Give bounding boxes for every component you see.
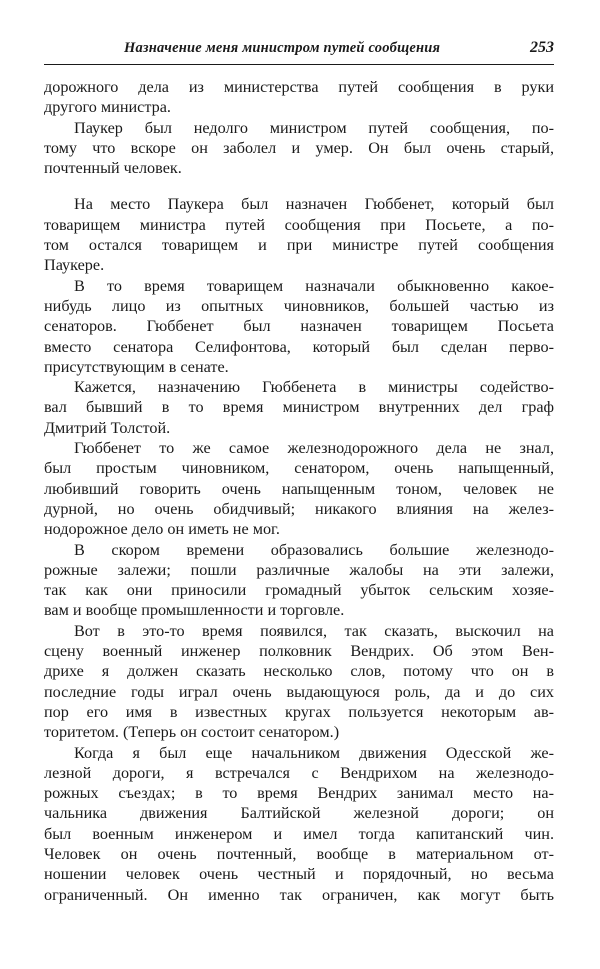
text-line: Паукер был недолго министром путей сообщения, по-: [74, 118, 554, 137]
paragraph: [44, 118, 554, 179]
text-line: сцену военный инженер полковник Вендрих. Об этом Вен-: [44, 642, 554, 661]
text-line: другого министра.: [44, 98, 171, 117]
text-line: Дмитрий Толстой.: [44, 418, 171, 437]
paragraph: [44, 194, 554, 275]
text-line: вам и вообще промышленности и торговле.: [44, 601, 345, 620]
text-line: нибудь лицо из опытных чиновников, большей частью из: [44, 296, 554, 315]
text-line: дрихе я должен сказать несколько слов, потому что он в: [44, 662, 554, 681]
paragraph: [44, 77, 554, 118]
text-line: тому что вскоре он заболел и умер. Он был очень старый,: [44, 138, 554, 157]
text-line: дурной, но очень обидчивый; никакого влияния на желез-: [44, 499, 554, 518]
text-line: Паукере.: [44, 256, 105, 275]
text-line: лезной дороги, я встречался с Вендрихом на железнодо-: [44, 763, 554, 782]
text-line: Когда я был еще начальником движения Одесской же-: [74, 743, 554, 762]
text-line: ношении человек очень честный и порядочный, но весьма: [44, 865, 554, 884]
chapter-title: Назначение меня министром путей сообщения: [124, 40, 441, 56]
text-line: чальника движения Балтийской железной дороги; он: [44, 804, 554, 823]
text-line: В скором времени образовались большие железнодо-: [74, 540, 554, 559]
text-line: любивший говорить очень напыщенным тоном, человек не: [44, 479, 554, 498]
page-number: 253: [530, 39, 554, 56]
text-line: сенаторов. Гюббенет был назначен товарищем Посьета: [44, 317, 554, 336]
text-line: вместо сенатора Селифонтова, который был сделан перво-: [44, 337, 554, 356]
paragraph: [44, 438, 554, 539]
paragraph: [44, 621, 554, 743]
text-line: почтенный человек.: [44, 159, 182, 178]
text-line: торитетом. (Теперь он состоит сенатором.): [44, 723, 340, 742]
text-line: был военным инженером и имел тогда капитанский чин.: [44, 824, 554, 843]
paragraph: [44, 276, 554, 377]
text-line: последние годы играл очень выдающуюся роль, да и до сих: [44, 682, 554, 701]
text-line: том остался товарищем и при министре путей сообщения: [44, 236, 554, 255]
text-line: вал бывший в то время министром внутренних дел граф: [44, 398, 554, 417]
text-line: товарищем министра путей сообщения при Посьете, а по-: [44, 215, 554, 234]
text-line: так как они приносили громадный убыток сельским хозяе-: [44, 581, 554, 600]
paragraph: [44, 377, 554, 438]
text-line: ограниченный. Он именно так ограничен, как могут быть: [44, 885, 554, 904]
text-line: Кажется, назначению Гюббенета в министры содейство-: [74, 378, 554, 397]
text-line: присутствующим в сенате.: [44, 357, 229, 376]
text-line: В то время товарищем назначали обыкновенно какое-: [74, 276, 554, 295]
text-line: На место Паукера был назначен Гюббенет, который был: [74, 195, 554, 214]
body-text: [44, 77, 554, 905]
section-break: [44, 178, 554, 194]
running-header: [44, 40, 554, 65]
text-line: нодорожное дело он иметь не мог.: [44, 520, 280, 539]
text-line: Гюббенет то же самое железнодорожного дела не знал,: [74, 439, 554, 458]
text-line: рожные залежи; пошли различные жалобы на эти залежи,: [44, 560, 554, 579]
text-line: рожных съездах; в то время Вендрих занимал место на-: [44, 784, 554, 803]
book-page: [44, 0, 554, 969]
paragraph: [44, 743, 554, 905]
text-line: Человек он очень почтенный, вообще в материальном от-: [44, 844, 554, 863]
text-line: Вот в это-то время появился, так сказать, выскочил на: [74, 621, 554, 640]
text-line: пор его имя в известных кругах пользуется некоторым ав-: [44, 702, 554, 721]
text-line: был простым чиновником, сенатором, очень напыщенный,: [44, 459, 554, 478]
text-line: дорожного дела из министерства путей сообщения в руки: [44, 78, 554, 96]
paragraph: [44, 540, 554, 621]
